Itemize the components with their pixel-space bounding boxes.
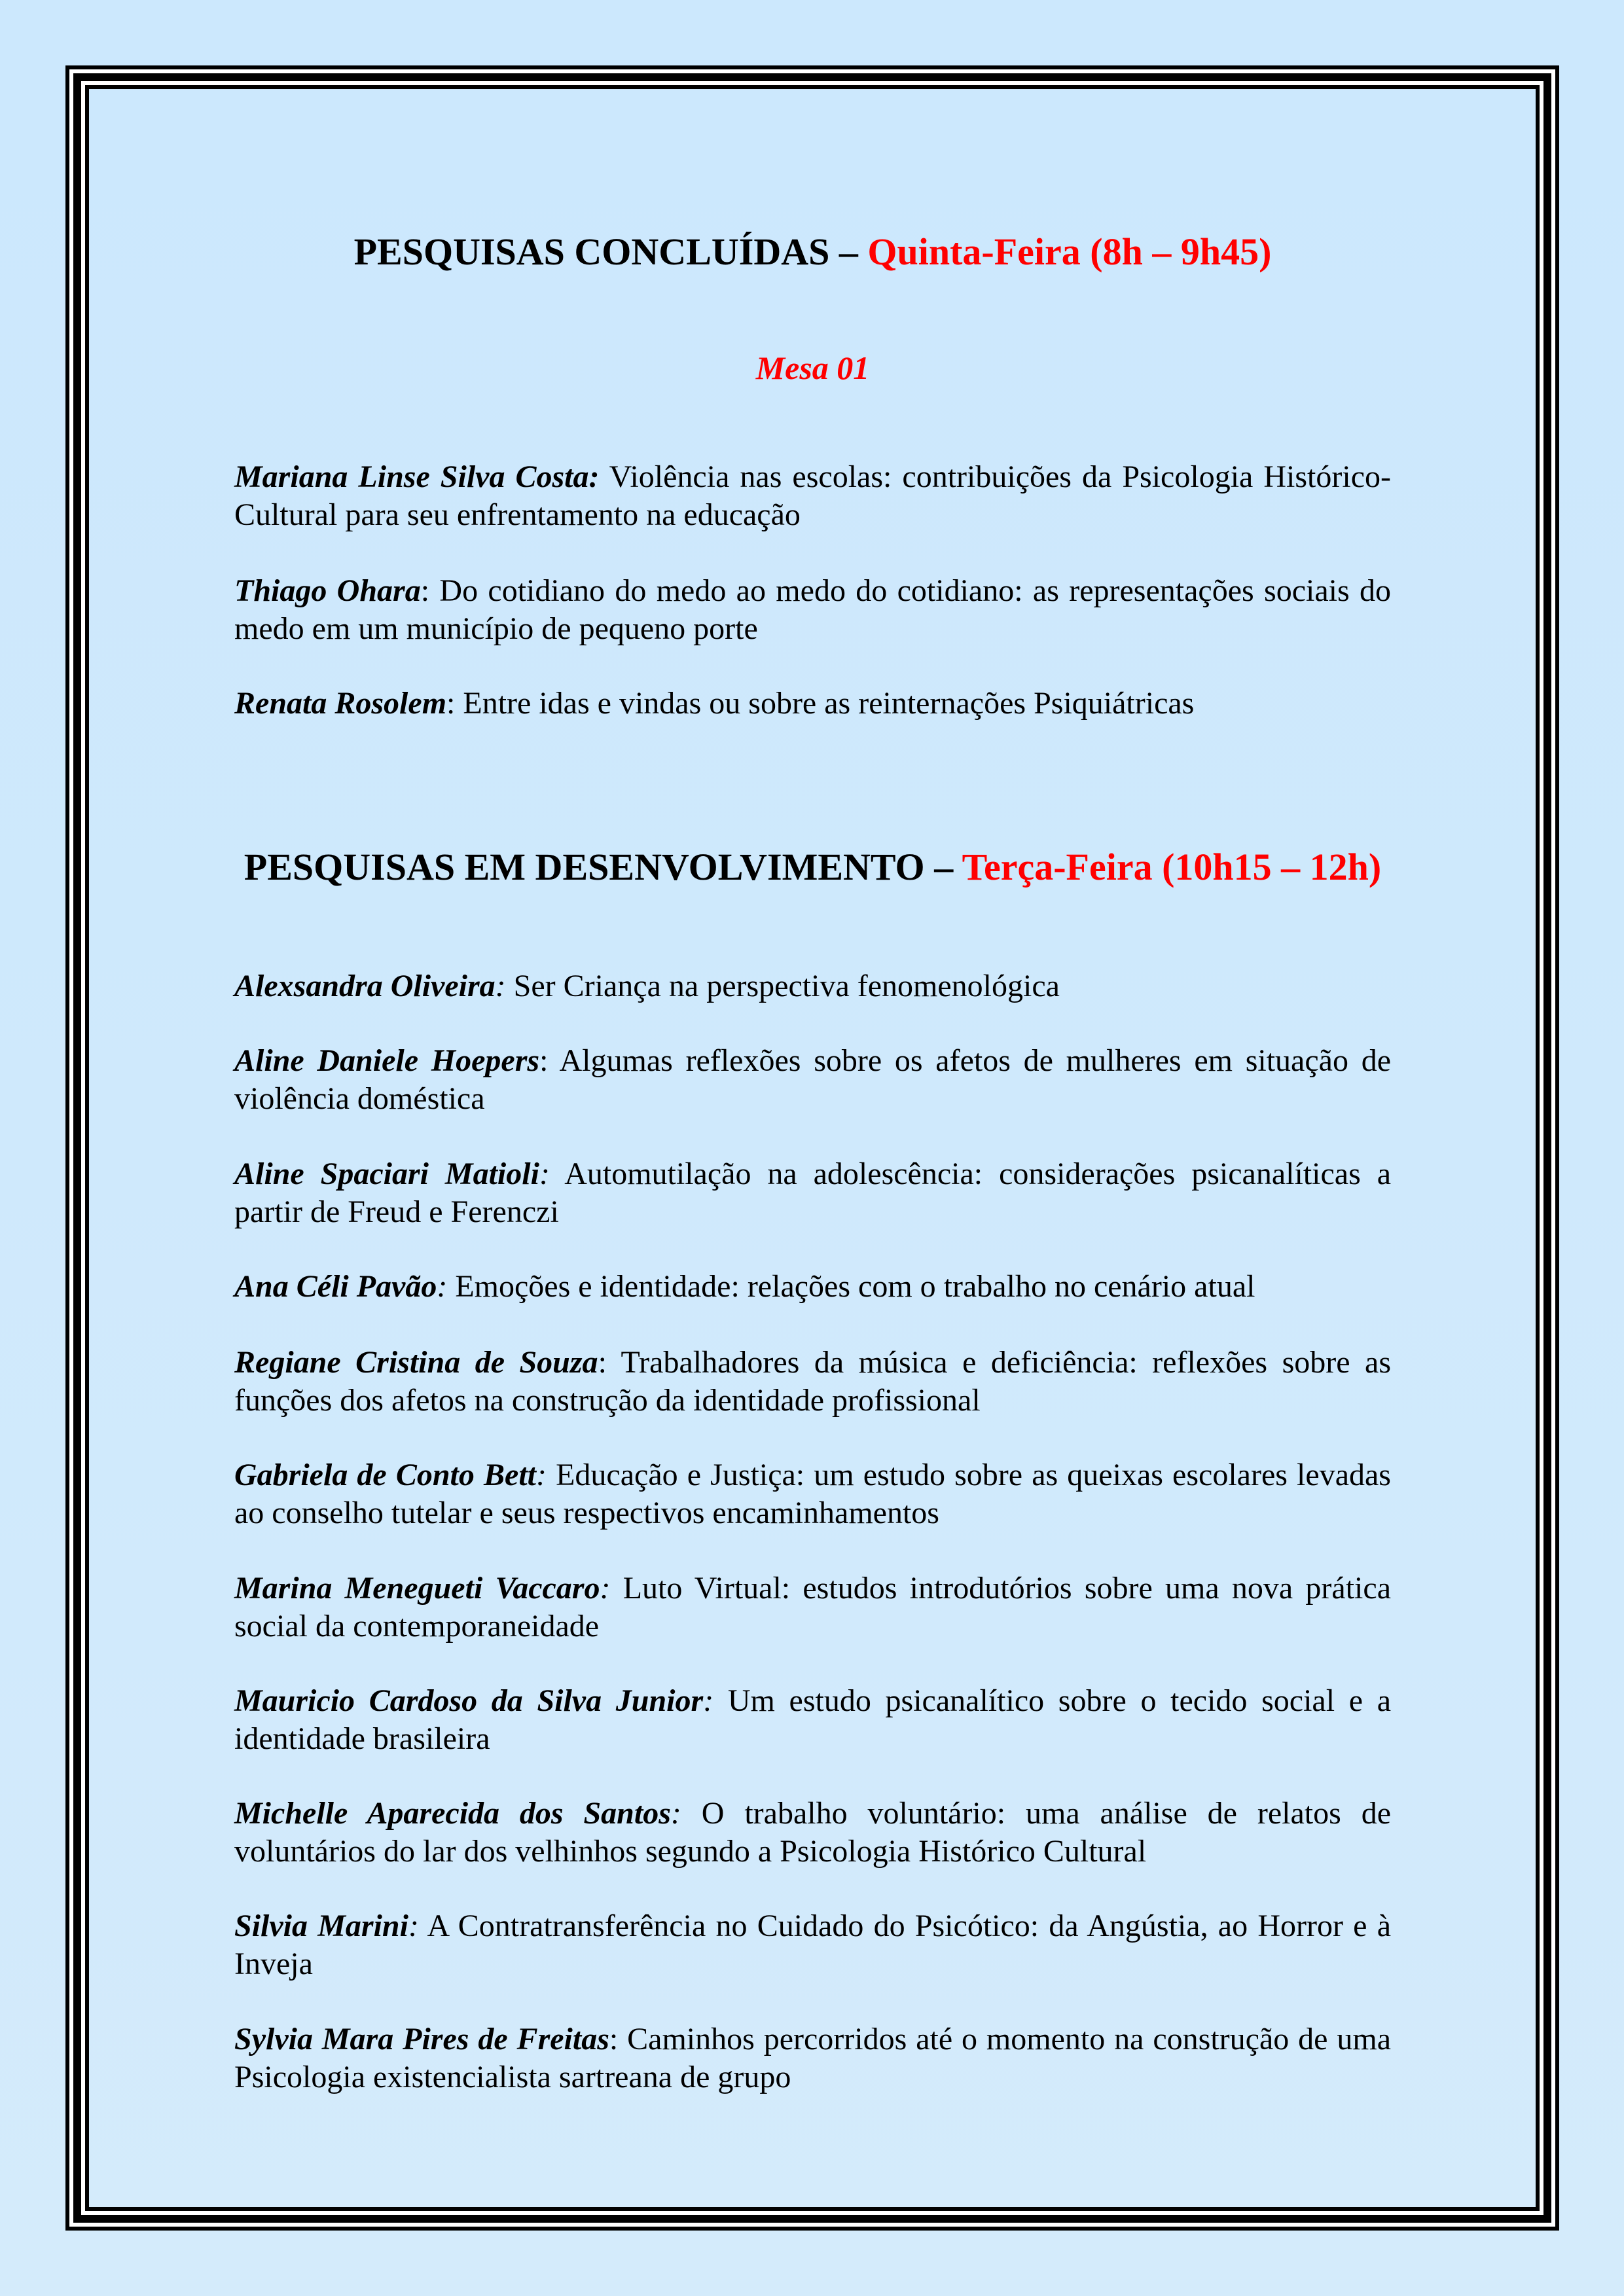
name-separator: : xyxy=(536,1458,547,1492)
presentation-entry xyxy=(234,1042,1391,1118)
name-separator: : xyxy=(420,573,430,608)
presenter-name: Sylvia Mara Pires de Freitas xyxy=(234,2022,609,2056)
name-separator: : xyxy=(539,1157,550,1191)
presentation-entry xyxy=(234,685,1391,723)
presentation-title: Automutilação na adolescência: considerações psicanalíticas a partir de Freud e Ferenczi xyxy=(234,1157,1392,1229)
presentation-title: Violência nas escolas: contribuições da Psicologia Histórico-Cultural para seu enfrentamento na educação xyxy=(234,459,1391,532)
presenter-name: Aline Daniele Hoepers xyxy=(234,1043,540,1078)
presenter-name: Mariana Linse Silva Costa: xyxy=(234,459,600,494)
name-separator: : xyxy=(598,1345,607,1380)
presentation-title: Ser Criança na perspectiva fenomenológica xyxy=(505,969,1060,1003)
presentation-title: Caminhos percorridos até o momento na construção de uma Psicologia existencialista sartreana de grupo xyxy=(234,2022,1392,2094)
presenter-name: Aline Spaciari Matioli xyxy=(234,1157,539,1191)
presentation-title: Algumas reflexões sobre os afetos de mulheres em situação de violência doméstica xyxy=(234,1043,1391,1116)
presentation-title: Um estudo psicanalítico sobre o tecido social e a identidade brasileira xyxy=(234,1683,1392,1756)
presentation-entry xyxy=(234,1155,1391,1231)
presenter-name: Ana Céli Pavão xyxy=(234,1269,437,1304)
presentation-title: Trabalhadores da música e deficiência: reflexões sobre as funções dos afetos na construção da identidade profissional xyxy=(234,1345,1392,1418)
section-schedule: Quinta-Feira (8h – 9h45) xyxy=(867,230,1272,273)
presentation-entry xyxy=(234,1344,1391,1420)
section-heading-concluded xyxy=(234,229,1391,275)
presentation-entry xyxy=(234,458,1391,534)
presentation-entry xyxy=(234,572,1391,648)
presentation-entry xyxy=(234,1268,1391,1306)
presentation-title: Entre idas e vindas ou sobre as reinternações Psiquiátricas xyxy=(455,686,1195,721)
presenter-name: Thiago Ohara xyxy=(234,573,421,608)
presentation-title: Luto Virtual: estudos introdutórios sobre uma nova prática social da contemporaneidade xyxy=(234,1571,1392,1643)
name-separator: : xyxy=(539,1043,549,1078)
presentation-title: O trabalho voluntário: uma análise de relatos de voluntários do lar dos velhinhos segundo a Psicologia Histórico Cultural xyxy=(234,1796,1391,1869)
presentation-title: Do cotidiano do medo ao medo do cotidiano: as representações sociais do medo em um município de pequeno porte xyxy=(234,573,1392,646)
presentation-entry xyxy=(234,1570,1391,1645)
section-heading-development xyxy=(234,844,1391,890)
name-separator: : xyxy=(495,969,506,1003)
presentation-entry xyxy=(234,1456,1391,1532)
title-dash: – xyxy=(829,230,868,273)
presentation-entry xyxy=(234,967,1391,1005)
section-title: PESQUISAS EM DESENVOLVIMENTO xyxy=(244,846,925,888)
section-schedule: Terça-Feira (10h15 – 12h) xyxy=(962,846,1382,888)
presentation-title: Educação e Justiça: um estudo sobre as queixas escolares levadas ao conselho tutelar e seus respectivos encaminhamentos xyxy=(234,1458,1391,1530)
name-separator: : xyxy=(670,1796,681,1831)
name-separator: : xyxy=(408,1909,419,1943)
presentation-title: A Contratransferência no Cuidado do Psicótico: da Angústia, ao Horror e à Inveja xyxy=(234,1909,1392,1981)
presenter-name: Marina Menegueti Vaccaro xyxy=(234,1571,600,1605)
presenter-name: Michelle Aparecida dos Santos xyxy=(234,1796,671,1831)
border-line xyxy=(85,85,1540,2211)
table-label: Mesa 01 xyxy=(755,350,870,386)
name-separator: : xyxy=(609,2022,619,2056)
presentation-title: Emoções e identidade: relações com o trabalho no cenário atual xyxy=(447,1269,1255,1304)
presenter-name: Renata Rosolem xyxy=(234,686,447,721)
presentation-entry xyxy=(234,1682,1391,1758)
presenter-name: Regiane Cristina de Souza xyxy=(234,1345,598,1380)
presenter-name: Mauricio Cardoso da Silva Junior xyxy=(234,1683,704,1718)
name-separator: : xyxy=(437,1269,448,1304)
presentation-entry xyxy=(234,2020,1391,2096)
name-separator: : xyxy=(446,686,456,721)
presentation-entry xyxy=(234,1907,1391,1983)
page-border-frame xyxy=(65,65,1559,2231)
title-dash: – xyxy=(924,846,962,888)
presentation-entry xyxy=(234,1795,1391,1871)
presenter-name: Alexsandra Oliveira xyxy=(234,969,496,1003)
name-separator: : xyxy=(703,1683,714,1718)
presenter-name: Silvia Marini xyxy=(234,1909,408,1943)
presenter-name: Gabriela de Conto Bett xyxy=(234,1458,536,1492)
section-title: PESQUISAS CONCLUÍDAS xyxy=(353,230,830,273)
name-separator: : xyxy=(600,1571,611,1605)
